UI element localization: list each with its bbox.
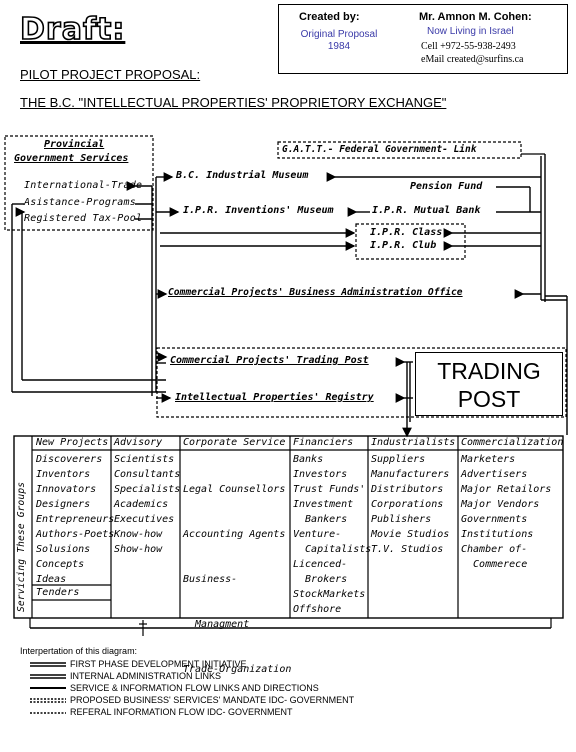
col-header-financiers: Financiers	[293, 437, 354, 448]
gov-item-assistance: Asistance-Programs	[24, 197, 136, 208]
col-financiers	[293, 452, 371, 617]
list-item: Manufacturers	[371, 469, 450, 480]
list-item: Trust Funds'	[293, 484, 366, 495]
legend-item-internal-links: INTERNAL ADMINISTRATION LINKS	[70, 671, 222, 681]
proposal-year: 1984	[327, 41, 351, 52]
legend-item-first-phase: FIRST PHASE DEVELOPMENT INITIATIVE	[70, 659, 247, 669]
author-location: Now Living in Israel	[427, 26, 514, 37]
list-item: Investors	[293, 469, 348, 480]
trading-box-line-1: TRADING	[437, 358, 541, 384]
list-item: Licenced-	[293, 559, 348, 570]
registry-node: Intellectual Properties' Registry	[175, 392, 374, 403]
servicing-groups-label: Servicing These Groups	[16, 481, 27, 612]
list-item: Offshore	[293, 604, 342, 615]
trading-post-box	[415, 352, 563, 416]
pension-fund-node: Pension Fund	[410, 181, 483, 192]
list-item: Venture-	[293, 529, 342, 540]
list-item: Innovators	[36, 484, 97, 495]
original-proposal-text: Original Proposal	[300, 29, 378, 40]
col-header-advisory: Advisory	[114, 437, 163, 448]
list-item: Brokers	[293, 574, 348, 585]
list-item: Trade-Organization	[183, 664, 292, 675]
list-item: T.V. Studios	[371, 544, 444, 555]
original-proposal-note	[289, 29, 389, 53]
list-item: Governments	[461, 514, 528, 525]
list-item: Publishers	[371, 514, 432, 525]
col-header-new-projects: New Projects	[36, 437, 109, 448]
gov-item-tax-pool: Registered Tax-Pool	[24, 213, 143, 224]
author-name: Mr. Amnon M. Cohen:	[419, 11, 532, 23]
list-item: Solusions	[36, 544, 91, 555]
col-new-projects	[36, 452, 114, 587]
list-item: Entrepreneurs	[36, 514, 115, 525]
col-advisory	[114, 452, 180, 557]
list-item: Managment	[183, 619, 250, 630]
title-line-1: PILOT PROJECT PROPOSAL:	[20, 67, 201, 82]
col-header-corporate: Corporate Service	[183, 437, 286, 448]
mutual-bank-node: I.P.R. Mutual Bank	[372, 205, 481, 216]
list-item: Institutions	[461, 529, 534, 540]
list-item: Advertisers	[461, 469, 528, 480]
trading-box-line-2: POST	[457, 386, 521, 412]
author-cell: Cell +972-55-938-2493	[421, 41, 516, 52]
author-email: eMail created@surfins.ca	[421, 54, 524, 65]
legend-item-service-flow: SERVICE & INFORMATION FLOW LINKS AND DIRECTIONS	[70, 683, 319, 693]
list-item: Corporations	[371, 499, 444, 510]
list-item: Specialists	[114, 484, 181, 495]
author-contact	[421, 40, 524, 66]
list-item: Marketers	[461, 454, 516, 465]
gov-item-trade: International-Trade	[24, 180, 143, 191]
col-header-commercialization: Commercialization	[461, 437, 564, 448]
legend-title: Interpertation of this diagram:	[20, 646, 138, 656]
draft-heading: Draft:	[20, 12, 126, 47]
list-item: Show-how	[114, 544, 163, 555]
list-item: Banks	[293, 454, 324, 465]
list-item: Commerece	[461, 559, 528, 570]
government-title-1: Provincial	[44, 139, 105, 150]
list-item: Chamber of-	[461, 544, 528, 555]
ipr-club-node: I.P.R. Club	[370, 240, 437, 251]
col-commercialization	[461, 452, 551, 572]
list-item: Suppliers	[371, 454, 426, 465]
list-item: Major Retailors	[461, 484, 552, 495]
list-item: Ideas	[36, 574, 67, 585]
list-item: Capitalists	[293, 544, 372, 555]
list-item: Accounting Agents	[183, 529, 286, 540]
inventions-museum-node: I.P.R. Inventions' Museum	[183, 205, 334, 216]
government-title-2: Government Services	[14, 153, 129, 164]
list-item: Know-how	[114, 529, 163, 540]
list-item: Concepts	[36, 559, 85, 570]
list-item: Investment	[293, 499, 354, 510]
list-item: StockMarkets	[293, 589, 366, 600]
list-item: Major Vendors	[461, 499, 540, 510]
list-item: Scientists	[114, 454, 175, 465]
list-item: Designers	[36, 499, 91, 510]
col-industrialists	[371, 452, 449, 557]
list-item: Discoverers	[36, 454, 103, 465]
list-item: Legal Counsellors	[183, 484, 286, 495]
list-item: Inventors	[36, 469, 91, 480]
ipr-class-node: I.P.R. Class	[370, 227, 443, 238]
trading-post-node: Commercial Projects' Trading Post	[170, 355, 369, 366]
list-item: Academics	[114, 499, 169, 510]
list-item: Movie Studios	[371, 529, 450, 540]
legend-item-referal-flow: REFERAL INFORMATION FLOW IDC- GOVERNMENT	[70, 707, 293, 717]
col-header-industrialists: Industrialists	[371, 437, 456, 448]
list-item: Executives	[114, 514, 175, 525]
industrial-museum-node: B.C. Industrial Museum	[176, 170, 309, 181]
credits-box	[278, 4, 568, 74]
legend-item-business-mandate: PROPOSED BUSINESS' SERVICES' MANDATE IDC- GOVERNMENT	[70, 695, 355, 705]
business-office-node: Commercial Projects' Business Administration Office	[168, 287, 463, 298]
list-item: Business-	[183, 574, 238, 585]
list-item: Bankers	[293, 514, 348, 525]
federal-link-label: G.A.T.T.- Federal Government- Link	[282, 144, 477, 155]
list-item: Consultants	[114, 469, 181, 480]
tenders-item: Tenders	[36, 587, 80, 598]
col-corporate	[183, 452, 291, 692]
list-item: Distributors	[371, 484, 444, 495]
list-item: Authors-Poets	[36, 529, 115, 540]
created-by-label: Created by:	[299, 11, 360, 23]
title-line-2: THE B.C. "INTELLECTUAL PROPERTIES' PROPRIETORY EXCHANGE"	[20, 95, 447, 110]
